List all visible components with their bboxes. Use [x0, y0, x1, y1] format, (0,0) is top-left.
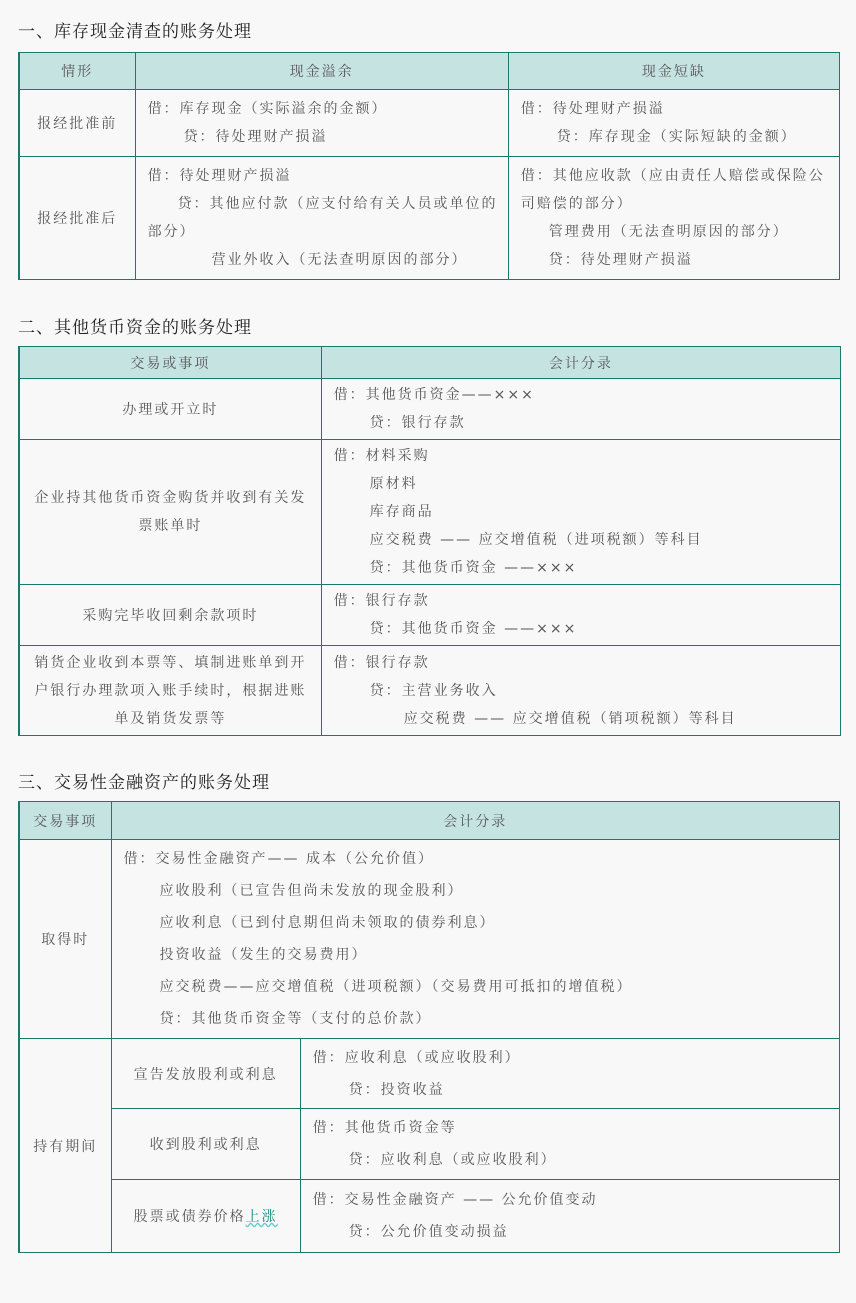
table-row: [19, 1109, 840, 1180]
entry-line: 借：待处理财产损溢: [147, 168, 292, 184]
table-row: [19, 157, 840, 280]
header-cell: 会计分录: [111, 802, 839, 840]
header-cell: 现金短缺: [508, 53, 839, 90]
row-label: 取得时: [19, 840, 111, 1039]
table-row: [19, 646, 841, 736]
table-row: [19, 1180, 840, 1253]
entry-line: 贷：其他货币资金等（支付的总价款）: [159, 1011, 432, 1027]
section3-title: 三、交易性金融资产的账务处理: [18, 773, 270, 793]
other-funds-table: [18, 346, 841, 736]
entry-line: 借：交易性金融资产—— 成本（公允价值）: [123, 851, 434, 867]
entry-line: 贷：待处理财产损溢: [548, 252, 693, 268]
header-cell: 会计分录: [321, 347, 840, 379]
entry-line: 贷：其他货币资金 ——×××: [369, 560, 578, 576]
table-row: [19, 585, 841, 646]
entry-line: 原材料: [369, 476, 418, 492]
entry-line: 应交税费——应交增值税（进项税额）（交易费用可抵扣的增值税）: [159, 979, 633, 995]
row-label: 报经批准前: [19, 90, 135, 157]
entry-line: 营业外收入（无法查明原因的部分）: [211, 252, 468, 268]
table-row: [19, 90, 840, 157]
section2-title: 二、其他货币资金的账务处理: [18, 318, 252, 338]
entry-line: 借：其他货币资金——×××: [333, 387, 535, 403]
table-row: [19, 840, 840, 1039]
entry-line: 贷：库存现金（实际短缺的金额）: [556, 129, 797, 145]
entry-line: 应交税费 —— 应交增值税（进项税额）等科目: [369, 532, 703, 548]
row-label: 销货企业收到本票等、填制进账单到开户银行办理款项入账手续时，根据进账单及销货发票等: [19, 646, 321, 736]
header-cell: 交易事项: [19, 802, 111, 840]
row-label: 宣告发放股利或利息: [111, 1039, 300, 1109]
entry-line: 贷：主营业务收入: [369, 682, 498, 699]
row-label: 收到股利或利息: [111, 1109, 300, 1180]
highlighted-term: 上涨: [245, 1209, 278, 1225]
header-cell: 交易或事项: [19, 347, 321, 379]
header-cell: 情形: [19, 53, 135, 90]
table-row: [19, 379, 841, 440]
header-cell: 现金溢余: [135, 53, 508, 90]
entry-line: 借：应收利息（或应收股利）: [312, 1049, 521, 1066]
entry-line: 贷：应收利息（或应收股利）: [348, 1152, 557, 1168]
entry-line: 应收股利（已宣告但尚未发放的现金股利）: [159, 883, 464, 899]
row-label: 企业持其他货币资金购货并收到有关发票账单时: [19, 440, 321, 585]
entry-line: 借：交易性金融资产 —— 公允价值变动: [312, 1192, 598, 1208]
row-label: 报经批准后: [19, 157, 135, 280]
entry-line: 贷：其他应付款（应支付给有关人员或单位的部分）: [147, 196, 498, 240]
entry-line: 贷：投资收益: [348, 1081, 445, 1098]
entry-line: 借：其他应收款（应由责任人赔偿或保险公司赔偿的部分）: [520, 168, 825, 212]
entry-line: 贷：公允价值变动损益: [348, 1224, 509, 1240]
entry-line: 借：库存现金（实际溢余的金额）: [147, 101, 388, 117]
row-label-text: 股票或债券价格: [133, 1209, 246, 1225]
row-label: [111, 1180, 300, 1253]
section1-title: 一、库存现金清查的账务处理: [18, 22, 252, 42]
row-label: 持有期间: [19, 1039, 111, 1253]
row-label: 采购完毕收回剩余款项时: [19, 585, 321, 646]
entry-line: 应收利息（已到付息期但尚未领取的债券利息）: [159, 915, 496, 931]
entry-line: 借：待处理财产损溢: [520, 101, 665, 117]
entry-line: 管理费用（无法查明原因的部分）: [548, 224, 789, 240]
trading-assets-table: [18, 801, 840, 1253]
entry-line: 投资收益（发生的交易费用）: [159, 947, 368, 963]
entry-line: 借：银行存款: [333, 593, 430, 609]
cash-check-table: [18, 52, 840, 280]
table-row: [19, 1039, 840, 1109]
entry-line: 借：银行存款: [333, 654, 430, 671]
entry-line: 贷：银行存款: [369, 415, 466, 431]
entry-line: 贷：其他货币资金 ——×××: [369, 621, 578, 637]
entry-line: 借：其他货币资金等: [312, 1120, 457, 1136]
row-label: 办理或开立时: [19, 379, 321, 440]
table-row: [19, 440, 841, 585]
entry-line: 库存商品: [369, 504, 434, 520]
entry-line: 借：材料采购: [333, 448, 430, 464]
entry-line: 贷：待处理财产损溢: [183, 129, 328, 145]
entry-line: 应交税费 —— 应交增值税（销项税额）等科目: [403, 710, 737, 727]
